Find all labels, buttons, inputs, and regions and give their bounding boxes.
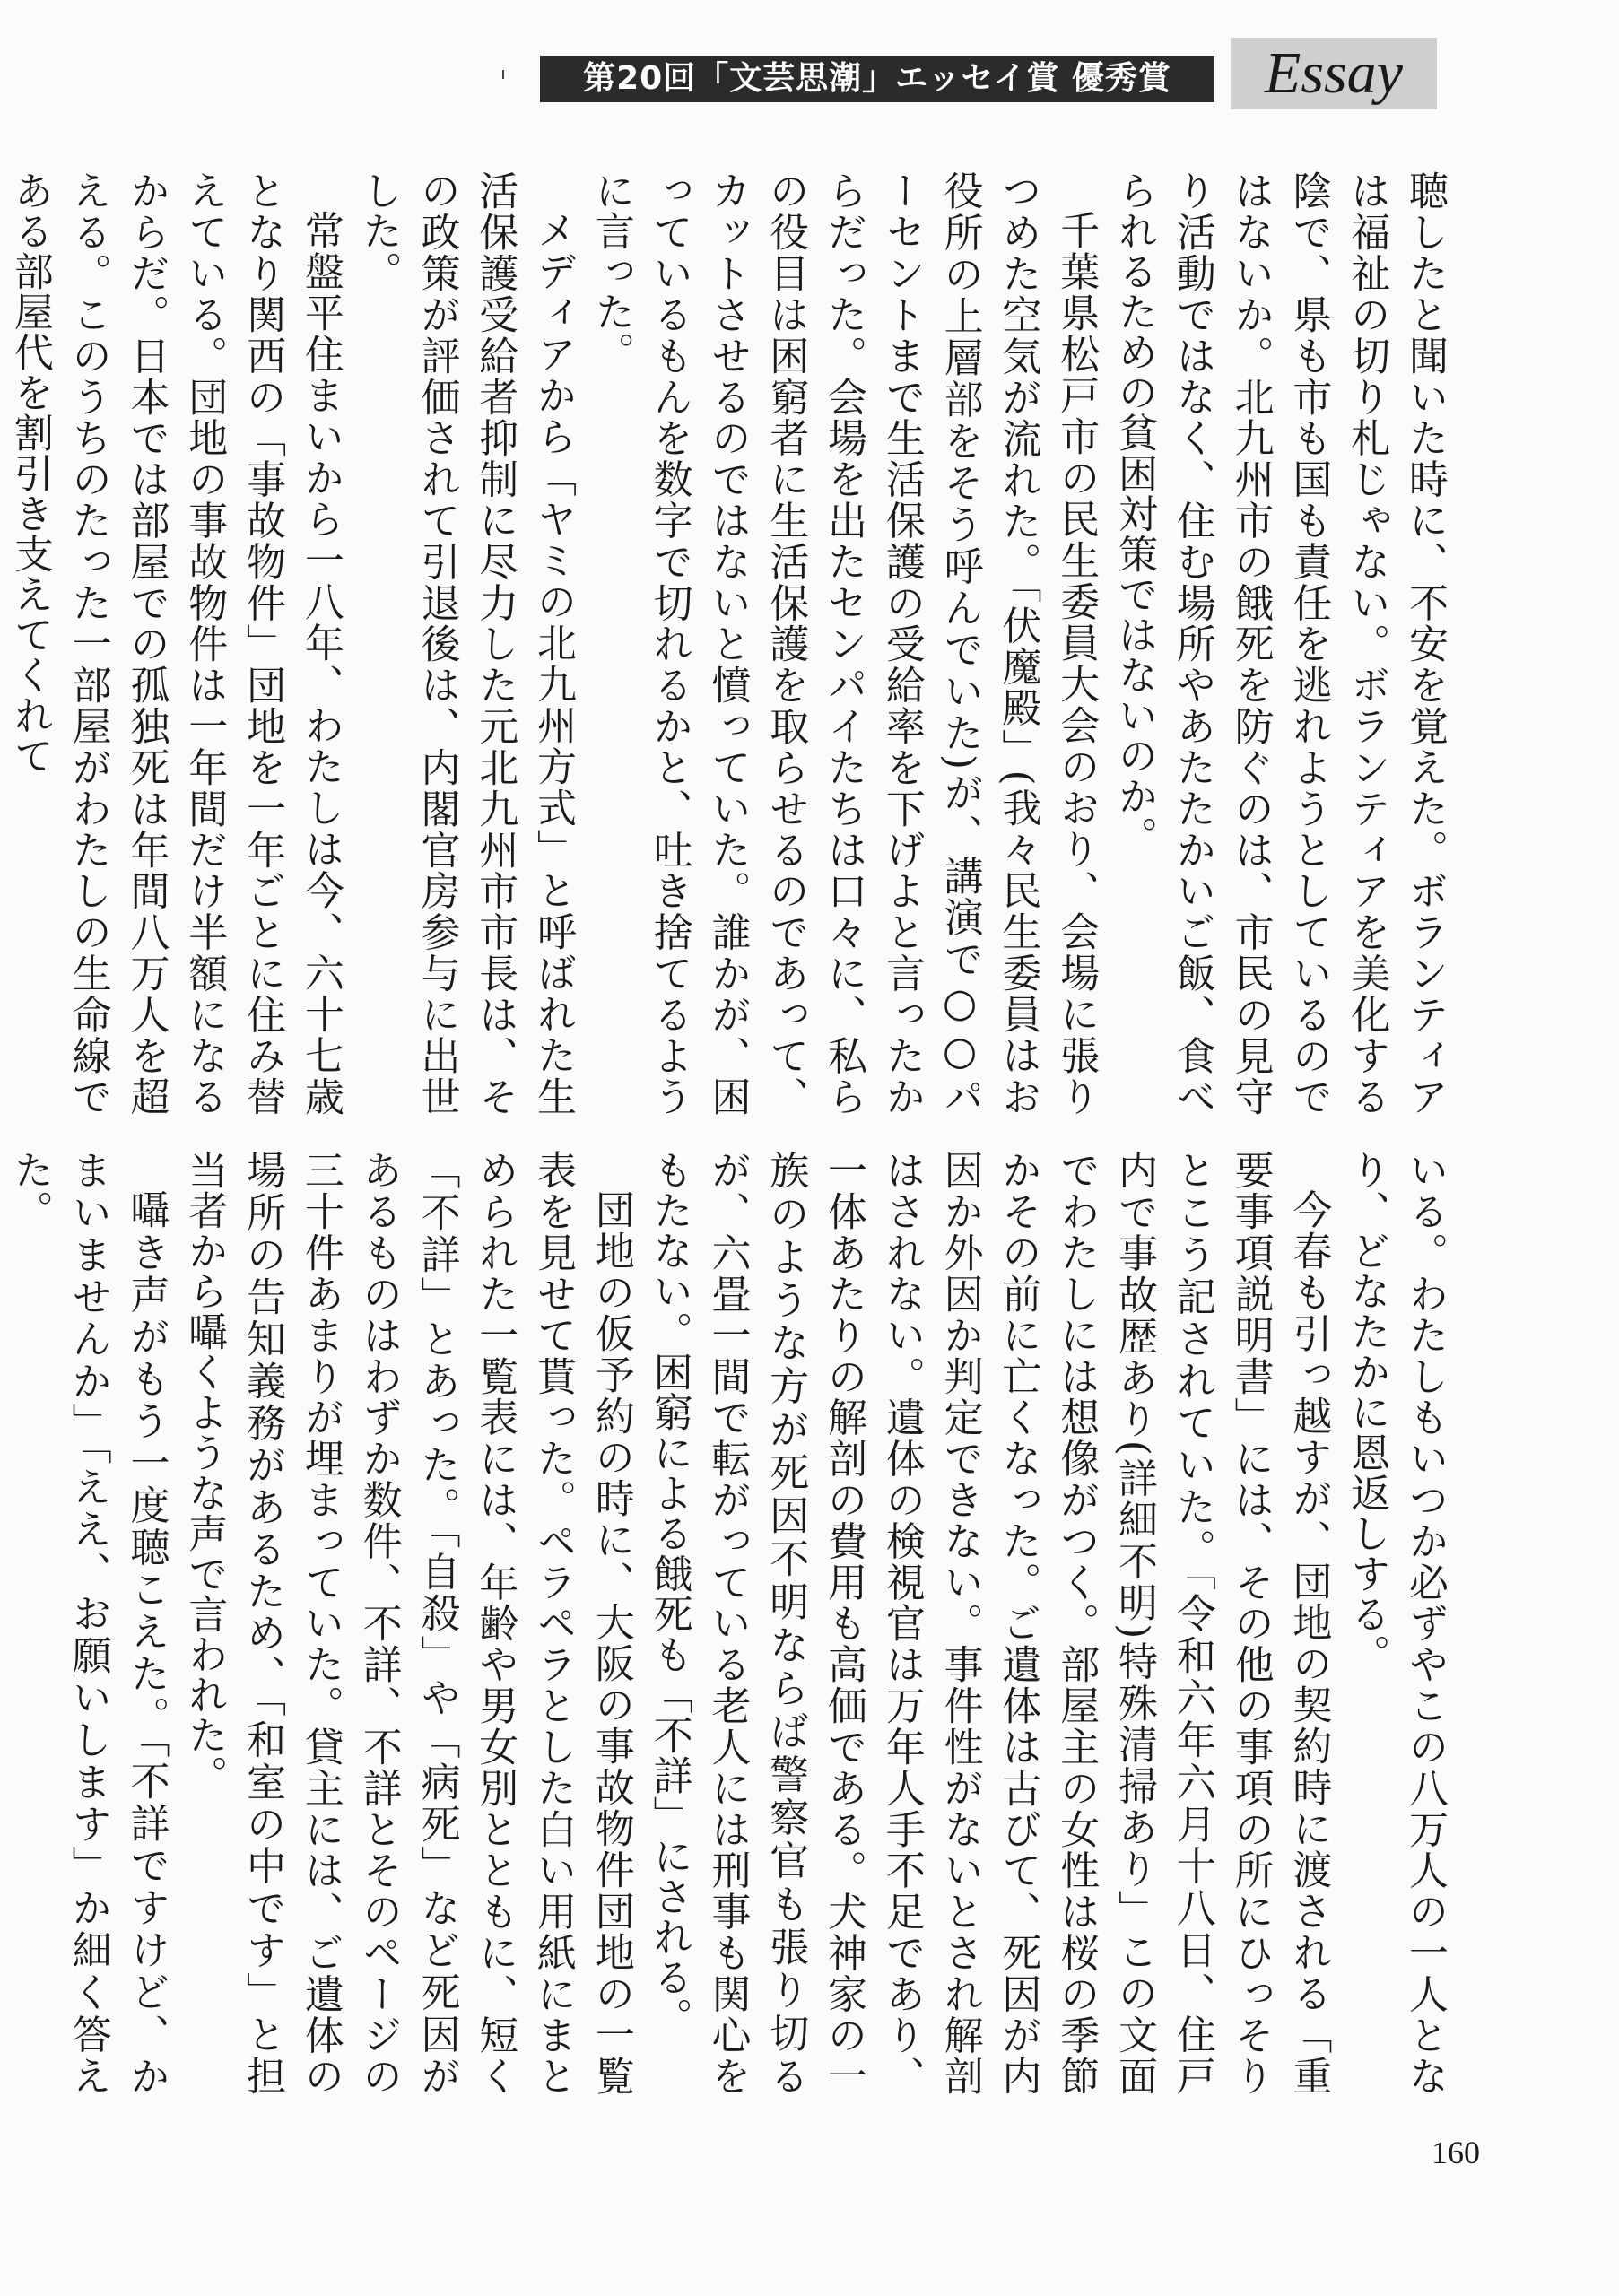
- paragraph-lower-2: 今春も引っ越すが、団地の契約時に渡される「重要事項説明書」には、その他の事項の所にひっそりとこう記されていた。「令和六年六月十八日、住戸内で事故歴あり(詳細不明)特殊清掃あり」この文面でわたしには想像がつく。部屋主の女性は桜の季節かその前に亡くなった。ご遺体は古びて、死因が内因か外因か判定できない。事件性がないとされ解剖はされない。遺体の検視官は万年人手不足であり、一体あたりの解剖の費用も高価である。犬神家の一族のような方が死因不明ならば警察官も張り切るが、六畳一間で転がっている老人には刑事も関心をもたない。困窮による餓死も「不詳」にされる。: [646, 1150, 1332, 2096]
- paragraph-upper-2: 千葉県松戸市の民生委員大会のおり、会場に張りつめた空気が流れた。「伏魔殿」(我々民生委員はお役所の上層部をそう呼んでいた)が、講演で○○パーセントまで生活保護の受給率を下げよと言ったからだった。会場を出たセンパイたちは口々に、私らの役目は困窮者に生活保護を取らせるのであって、カットさせるのではないと憤っていた。誰かが、困っているもんを数字で切れるかと、吐き捨てるように言った。: [588, 170, 1100, 1117]
- paragraph-lower-4: 囁き声がもう一度聴こえた。「不詳ですけど、かまいませんか」「ええ、お願いします」か細く答えた。: [6, 1150, 170, 2096]
- essay-text-lower: [6, 1150, 1453, 2096]
- header-tick-mark: [502, 70, 504, 79]
- paragraph-upper-4: 常盤平住まいから一八年、わたしは今、六十七歳となり関西の「事故物件」団地を一年ごとに住み替えている。団地の事故物件は一年間だけ半額になるからだ。日本では部屋での孤独死は年間八万人を超える。このうちのたった一部屋がわたしの生命線である部屋代を割引き支えてくれて: [6, 170, 344, 1117]
- paragraph-lower-3: 団地の仮予約の時に、大阪の事故物件団地の一覧表を見せて貰った。ペラペラとした白い用紙にまとめられた一覧表には、年齢や男女別とともに、短く「不詳」とあった。「自殺」や「病死」など死因があるものはわずか数件、不詳、不詳とそのページの三十件あまりが埋まっていた。貸主には、ご遺体の場所の告知義務があるため、「和室の中です」と担当者から囁くような声で言われた。: [181, 1150, 634, 2096]
- essay-text-upper: [6, 170, 1453, 1117]
- page-number: 160: [1432, 2135, 1480, 2170]
- paragraph-upper-1: 聴したと聞いた時に、不安を覚えた。ボランティアは福祉の切り札じゃない。ボランティアを美化する陰で、県も市も国も責任を逃れようとしているのではないか。北九州市の餓死を防ぐのは、市民の見守り活動ではなく、住む場所やあたたかいご飯、食べられるための貧困対策ではないのか。: [1111, 170, 1448, 1117]
- award-header-banner: 第20回「文芸思潮」エッセイ賞 優秀賞: [540, 56, 1214, 102]
- paragraph-upper-3: メディアから「ヤミの北九州方式」と呼ばれた生活保護受給者抑制に尽力した元北九州市市長は、その政策が評価されて引退後は、内閣官房参与に出世した。: [355, 170, 577, 1117]
- paragraph-lower-1: いる。わたしもいつか必ずやこの八万人の一人となり、どなたかに恩返しする。: [1344, 1150, 1448, 2096]
- essay-section-label: Essay: [1231, 38, 1437, 109]
